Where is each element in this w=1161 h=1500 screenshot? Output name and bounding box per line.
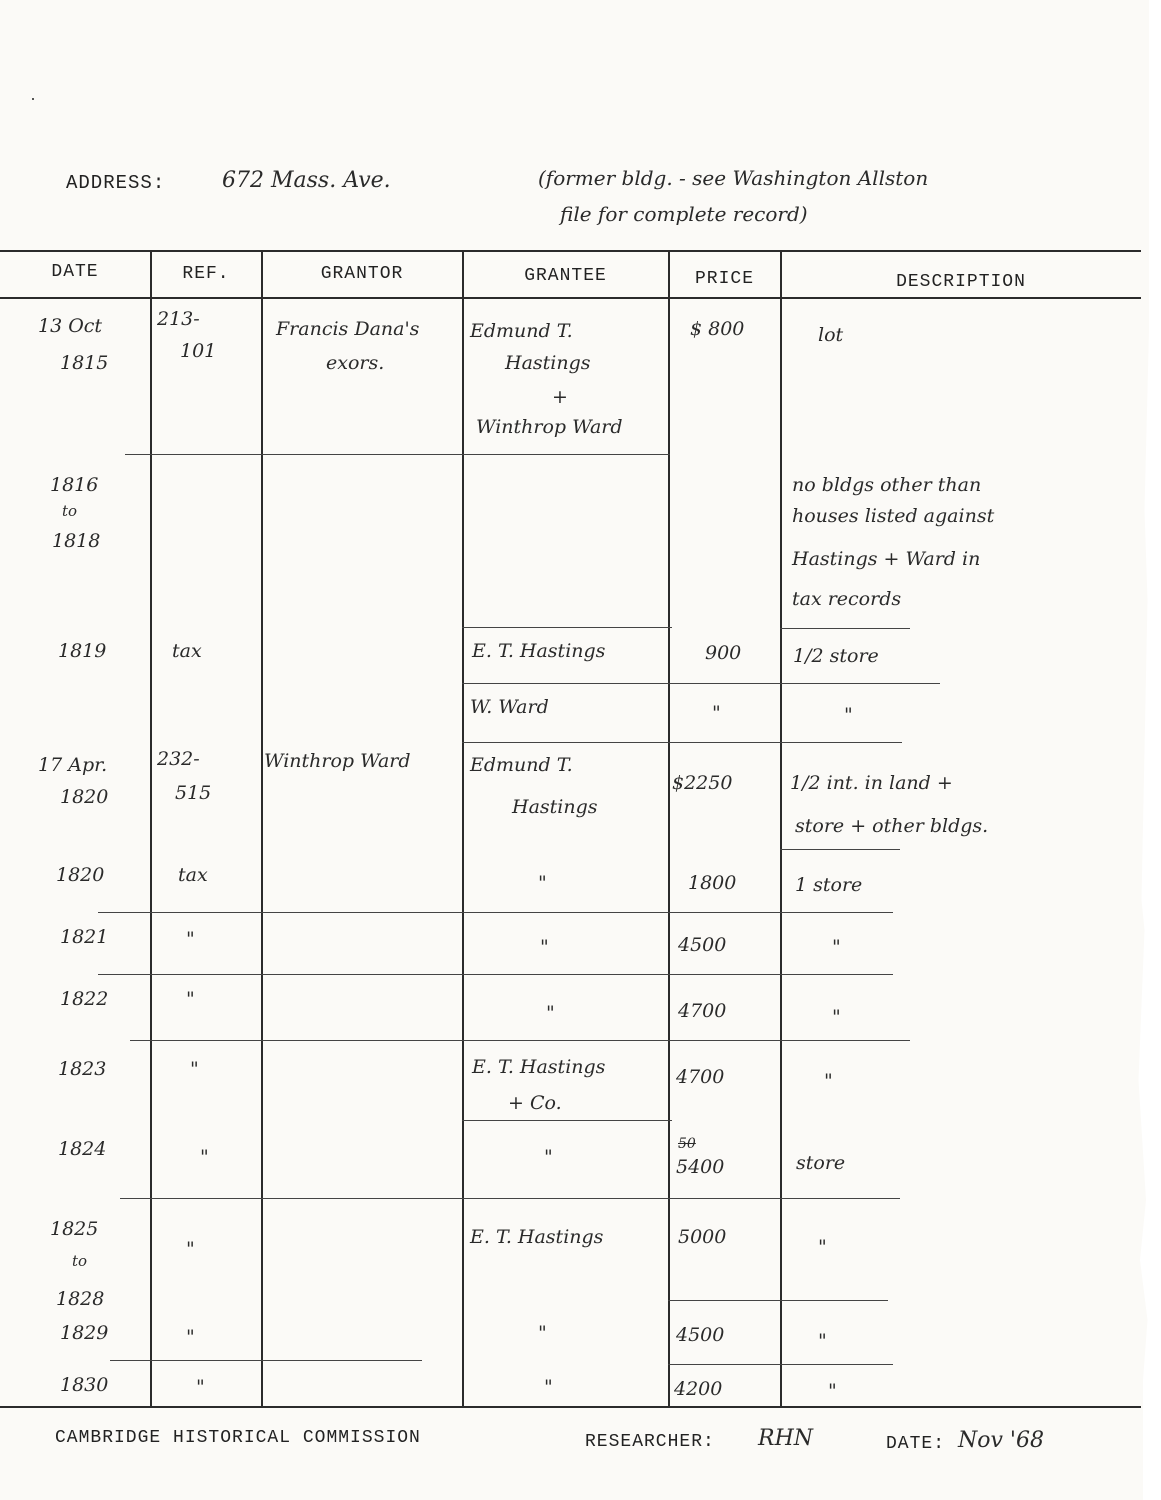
cell-ref: " xyxy=(186,1238,195,1260)
cell-description: " xyxy=(832,1006,841,1028)
row-separator xyxy=(110,1360,422,1361)
table-bottom-rule xyxy=(0,1406,1141,1408)
header-note-line1: (former bldg. - see Washington Allston xyxy=(538,166,929,190)
cell-ref: " xyxy=(196,1376,205,1398)
cell-date: 1825 xyxy=(50,1218,99,1240)
cell-grantee: Edmund T. xyxy=(470,320,573,342)
row-separator xyxy=(668,1300,888,1301)
cell-price: 5000 xyxy=(678,1226,727,1248)
row-separator xyxy=(120,1198,900,1199)
header-description: DESCRIPTION xyxy=(896,272,1026,292)
table-top-rule xyxy=(0,250,1141,252)
row-separator xyxy=(462,742,902,743)
cell-grantor: Francis Dana's xyxy=(276,318,420,340)
cell-description: 1/2 int. in land + xyxy=(790,772,953,794)
cell-grantee: " xyxy=(544,1376,553,1398)
cell-date: to xyxy=(72,1252,88,1270)
cell-grantee: Hastings xyxy=(505,352,591,374)
row-separator xyxy=(98,912,893,913)
cell-price: 4500 xyxy=(676,1324,725,1346)
cell-grantee: " xyxy=(538,872,547,894)
cell-description: " xyxy=(828,1380,837,1402)
cell-date: 1830 xyxy=(60,1374,109,1396)
footer-org: CAMBRIDGE HISTORICAL COMMISSION xyxy=(55,1428,421,1448)
cell-price: 4700 xyxy=(676,1066,725,1088)
row-separator xyxy=(98,974,893,975)
cell-ref: " xyxy=(186,1326,195,1348)
footer-date-value: Nov '68 xyxy=(958,1428,1044,1453)
header-date: DATE xyxy=(51,262,99,282)
cell-description: " xyxy=(844,704,853,726)
cell-date: 17 Apr. xyxy=(38,754,108,776)
cell-grantee: Hastings xyxy=(512,796,598,818)
cell-description: " xyxy=(818,1330,827,1352)
header-grantee: GRANTEE xyxy=(524,266,607,286)
column-divider xyxy=(261,252,263,1406)
cell-date: 1815 xyxy=(60,352,109,374)
cell-grantee: W. Ward xyxy=(470,696,549,718)
cell-price: $2250 xyxy=(672,772,733,794)
cell-price: 5400 xyxy=(676,1156,725,1178)
cell-ref: 515 xyxy=(175,782,212,804)
cell-date: 1816 xyxy=(50,474,99,496)
cell-description: store + other bldgs. xyxy=(795,815,989,837)
cell-grantee: " xyxy=(546,1002,555,1024)
cell-grantee: E. T. Hastings xyxy=(472,640,606,662)
cell-ref: " xyxy=(190,1058,199,1080)
cell-price: " xyxy=(712,702,721,724)
footer-researcher-label: RESEARCHER: xyxy=(585,1432,715,1452)
cell-grantee: E. T. Hastings xyxy=(472,1056,606,1078)
cell-price-struck: 50 xyxy=(678,1136,696,1152)
address-label: ADDRESS: xyxy=(66,172,166,194)
cell-date: 1823 xyxy=(58,1058,107,1080)
table-header-rule xyxy=(0,297,1141,299)
cell-ref: tax xyxy=(172,640,202,662)
cell-grantee: Winthrop Ward xyxy=(476,416,623,438)
cell-date: 1818 xyxy=(52,530,101,552)
cell-date: 1820 xyxy=(56,864,105,886)
cell-grantor: exors. xyxy=(326,352,385,374)
cell-grantee: E. T. Hastings xyxy=(470,1226,604,1248)
cell-ref: 232- xyxy=(157,748,200,770)
cell-grantor: Winthrop Ward xyxy=(264,750,411,772)
cell-date: 1820 xyxy=(60,786,109,808)
row-separator xyxy=(780,849,900,850)
footer-researcher-value: RHN xyxy=(758,1426,813,1451)
cell-ref: 213- xyxy=(157,308,200,330)
cell-description: Hastings + Ward in xyxy=(792,548,981,570)
cell-date: 1819 xyxy=(58,640,107,662)
cell-description: 1 store xyxy=(795,874,863,896)
row-separator xyxy=(668,1364,893,1365)
column-divider xyxy=(150,252,152,1406)
header-price: PRICE xyxy=(694,269,754,289)
cell-price: 4700 xyxy=(678,1000,727,1022)
cell-grantee: " xyxy=(538,1322,547,1344)
row-separator xyxy=(462,683,940,684)
cell-description: tax records xyxy=(792,588,902,610)
header-note-line2: file for complete record) xyxy=(560,202,808,226)
cell-date: 1822 xyxy=(60,988,109,1010)
cell-grantee: + Co. xyxy=(508,1092,562,1114)
cell-date: 1829 xyxy=(60,1322,109,1344)
cell-description: no bldgs other than xyxy=(792,474,982,496)
cell-ref: " xyxy=(186,988,195,1010)
cell-price: 900 xyxy=(705,642,742,664)
column-divider xyxy=(668,252,670,1406)
cell-price: $ 800 xyxy=(690,318,745,340)
header-grantor: GRANTOR xyxy=(320,264,404,284)
cell-grantee: + xyxy=(552,386,568,408)
paper-speck xyxy=(32,98,34,100)
cell-description: lot xyxy=(818,324,844,346)
cell-ref: 101 xyxy=(180,340,217,362)
cell-grantee: " xyxy=(540,936,549,958)
cell-description: " xyxy=(818,1236,827,1258)
column-divider xyxy=(462,252,464,1406)
column-divider xyxy=(780,252,782,1406)
row-separator xyxy=(780,628,910,629)
cell-price: 4500 xyxy=(678,934,727,956)
cell-grantee: Edmund T. xyxy=(470,754,573,776)
row-separator xyxy=(462,627,672,628)
cell-description: " xyxy=(832,936,841,958)
row-separator xyxy=(130,1040,910,1041)
cell-description: 1/2 store xyxy=(793,645,879,667)
cell-price: 4200 xyxy=(674,1378,723,1400)
cell-description: " xyxy=(824,1070,833,1092)
cell-date: 1821 xyxy=(60,926,109,948)
torn-edge xyxy=(1131,0,1161,1500)
cell-description: store xyxy=(796,1152,846,1174)
cell-date: to xyxy=(62,502,78,520)
cell-ref: " xyxy=(186,928,195,950)
cell-description: houses listed against xyxy=(792,505,995,527)
footer-date-label: DATE: xyxy=(886,1434,946,1454)
row-separator xyxy=(125,454,670,455)
cell-ref: tax xyxy=(178,864,208,886)
address-value: 672 Mass. Ave. xyxy=(222,168,391,193)
cell-ref: " xyxy=(200,1146,209,1168)
cell-price: 1800 xyxy=(688,872,737,894)
header-ref: REF. xyxy=(182,264,230,284)
cell-date: 1828 xyxy=(56,1288,105,1310)
cell-date: 13 Oct xyxy=(38,315,103,337)
row-separator xyxy=(462,1120,672,1121)
cell-grantee: " xyxy=(544,1146,553,1168)
cell-date: 1824 xyxy=(58,1138,107,1160)
